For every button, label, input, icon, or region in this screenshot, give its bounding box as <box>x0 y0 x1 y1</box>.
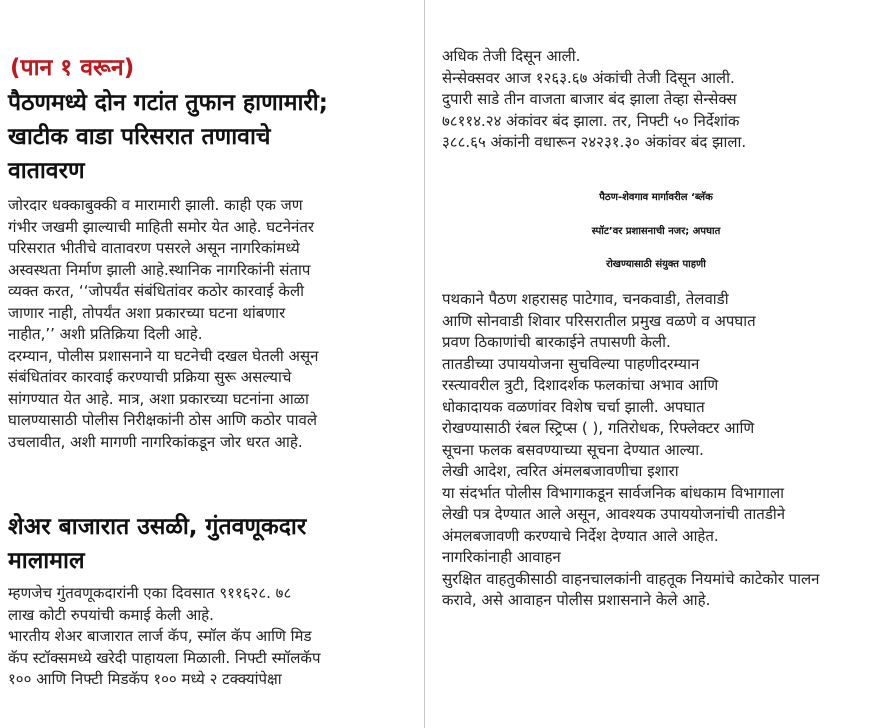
continued-from-page-label: (पान १ वरून) <box>10 55 135 81</box>
body-line: १०० आणि निफ्टी मिडकॅप १०० मध्ये २ टक्क्यांपेक्षा <box>8 670 282 688</box>
body-line: म्हणजेच गुंतवणूकदारांनी एका दिवसात ९११६२८. ७८ <box>8 584 292 602</box>
headline-line: स्पॉट’वर प्रशासनाची नजर; अपघात <box>591 225 721 237</box>
body-line: दरम्यान, पोलीस प्रशासनाने या घटनेची दखल घेतली असून <box>8 346 319 365</box>
body-line: सुरक्षित वाहतुकीसाठी वाहनचालकांनी वाहतूक नियमांचे काटेकोर पालन <box>442 569 820 588</box>
body-line: अस्वस्थता निर्माण झाली आहे.स्थानिक नागरिकांनी संताप <box>8 260 311 279</box>
body-line: या संदर्भात पोलीस विभागाकडून सार्वजनिक बांधकाम विभागाला <box>442 483 785 502</box>
article-body-market-continued <box>442 46 746 154</box>
headline-line: वातावरण <box>8 158 85 184</box>
body-line: तातडीच्या उपाययोजना सुचविल्या पाहणीदरम्यान <box>442 354 700 373</box>
body-line: गंभीर जखमी झाल्याची माहिती समोर येत आहे. घटनेनंतर <box>8 217 315 236</box>
body-line: जाणार नाही, तोपर्यंत अशा प्रकारच्या घटना थांबणार <box>8 303 286 322</box>
body-line: धोकादायक वळणांवर विशेष चर्चा झाली. अपघात <box>442 397 705 416</box>
headline-line: पैठणमध्ये दोन गटांत तुफान हाणामारी; <box>8 90 328 116</box>
article-body-black-spot <box>442 289 820 612</box>
left-column <box>6 0 414 728</box>
body-line: सांगण्यात येत आहे. मात्र, अशा प्रकारच्या घटनांना आळा <box>8 389 309 408</box>
headline-line: पैठण-शेवगाव मार्गावरील ‘ब्लॅक <box>599 192 713 203</box>
headline-black-spot <box>438 181 874 282</box>
body-line: सेन्सेक्सवर आज १२६३.६७ अंकांची तेजी दिसून आली. <box>442 68 735 87</box>
right-column <box>438 0 874 728</box>
headline-share-market <box>8 510 306 578</box>
article-body-share-market <box>8 583 320 691</box>
body-line: दुपारी साडे तीन वाजता बाजार बंद झाला तेव्हा सेन्सेक्स <box>442 90 737 108</box>
body-line: नाहीत,’’ अशी प्रतिक्रिया दिली आहे. <box>8 325 203 343</box>
body-line: उचलावीत, अशी मागणी नागरिकांकडून जोर धरत आहे. <box>8 432 303 451</box>
headline-line: मालामाल <box>8 548 85 574</box>
subheading-line: नागरिकांनाही आवाहन <box>442 548 561 566</box>
body-line: कॅप स्टॉक्समध्ये खरेदी पाहायला मिळाली. निफ्टी स्मॉलकॅप <box>8 648 321 667</box>
body-line: लाख कोटी रुपयांची कमाई केली आहे. <box>8 605 214 624</box>
article-body-paithan <box>8 195 318 453</box>
column-divider <box>424 0 425 728</box>
body-line: पथकाने पैठण शहरासह पाटेगाव, चनकवाडी, तेलवाडी <box>442 290 729 308</box>
subheading-line: लेखी आदेश, त्वरित अंमलबजावणीचा इशारा <box>442 462 679 480</box>
body-line: सूचना फलक बसवण्याच्या सूचना देण्यात आल्या. <box>442 440 704 459</box>
body-line: करावे, असे आवाहन पोलीस प्रशासनाने केले आहे. <box>442 591 711 609</box>
body-line: आणि सोनवाडी शिवार परिसरातील प्रमुख वळणे व अपघात <box>442 311 756 330</box>
body-line: अंमलबजावणी करण्याचे निर्देश देण्यात आले आहेत. <box>442 526 719 545</box>
headline-line: खाटीक वाडा परिसरात तणावाचे <box>8 124 271 150</box>
body-line: रस्त्यावरील त्रुटी, दिशादर्शक फलकांचा अभाव आणि <box>442 376 719 394</box>
body-line: अधिक तेजी दिसून आली. <box>442 47 581 65</box>
headline-line: शेअर बाजारात उसळी, गुंतवणूकदार <box>8 514 307 540</box>
body-line: व्यक्त करत, ‘‘जोपर्यंत संबंधितांवर कठोर कारवाई केली <box>8 282 305 300</box>
body-line: जोरदार धक्काबुक्की व मारामारी झाली. काही एक जण <box>8 196 303 214</box>
body-line: ३८८.६५ अंकांनी वधारून २४२३१.३० अंकांवर बंद झाला. <box>442 133 747 151</box>
body-line: भारतीय शेअर बाजारात लार्ज कॅप, स्मॉल कॅप आणि मिड <box>8 627 312 645</box>
body-line: परिसरात भीतीचे वातावरण पसरले असून नागरिकांमध्ये <box>8 239 300 257</box>
body-line: घालण्यासाठी पोलीस निरीक्षकांनी ठोस आणि कठोर पावले <box>8 411 318 429</box>
headline-line: रोखण्यासाठी संयुक्त पाहणी <box>606 259 706 270</box>
body-line: संबंधितांवर कारवाई करण्याची प्रक्रिया सुरू असल्याचे <box>8 368 292 386</box>
body-line: ७८११४.२४ अंकांवर बंद झाला. तर, निफ्टी ५० निर्देशांक <box>442 111 740 130</box>
body-line: लेखी पत्र देण्यात आले असून, आवश्यक उपाययोजनांची तातडीने <box>442 505 786 523</box>
body-line: प्रवण ठिकाणांची बारकाईने तपासणी केली. <box>442 333 671 351</box>
headline-paithan-clash <box>8 86 328 188</box>
body-line: रोखण्यासाठी रंबल स्ट्रिप्स ( ), गतिरोधक, रिफ्लेक्टर आणि <box>442 419 755 437</box>
